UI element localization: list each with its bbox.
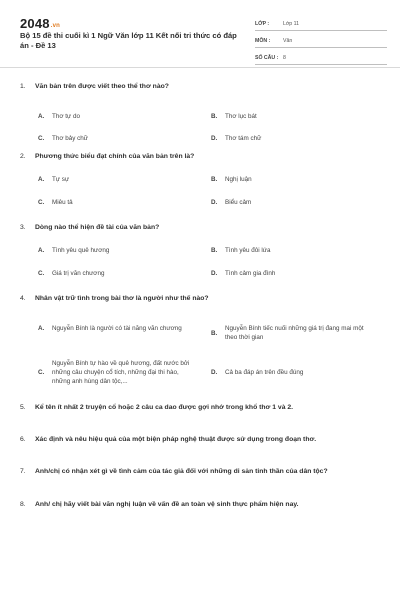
question-text: Anh/chị có nhận xét gì về tình cảm của tác giả đối với những di sản tinh thần của dân tộc? <box>35 468 328 475</box>
question-number: 5. <box>20 404 26 411</box>
question-number: 6. <box>20 436 26 443</box>
question-number: 3. <box>20 224 26 231</box>
question-text: Nhân vật trữ tình trong bài thơ là người như thế nào? <box>35 295 209 302</box>
question-4 <box>20 294 385 385</box>
site-logo[interactable] <box>20 16 60 31</box>
subject-label: MÔN : <box>255 38 271 44</box>
question-number: 4. <box>20 295 26 302</box>
option-c[interactable]: C. Miêu tả <box>38 199 73 206</box>
option-b[interactable]: B. Nguyễn Bính tiếc nuối những giá trị đang mai một theo thời gian <box>211 325 364 341</box>
question-1 <box>20 82 385 142</box>
grade-value: Lớp 11 <box>283 21 299 27</box>
option-d[interactable]: D. Thơ tám chữ <box>211 135 262 142</box>
meta-count-row <box>255 48 387 65</box>
grade-label: LỚP : <box>255 21 270 27</box>
question-text: Anh/ chị hãy viết bài văn nghị luận về vấn đề an toàn vệ sinh thực phẩm hiện nay. <box>35 501 299 508</box>
logo-text: 2048 <box>20 16 50 31</box>
exam-title: Bộ 15 đề thi cuối kì 1 Ngữ Văn lớp 11 Kết nối tri thức có đáp án - Đề 13 <box>20 31 237 50</box>
option-a[interactable]: A. Tình yêu quê hương <box>38 247 110 254</box>
question-number: 7. <box>20 468 26 475</box>
exam-meta <box>255 14 387 65</box>
question-text: Văn bản trên được viết theo thể thơ nào? <box>35 83 169 90</box>
question-number: 8. <box>20 501 26 508</box>
option-a[interactable]: A. Tự sự <box>38 176 70 183</box>
option-d[interactable]: D. Biểu cảm <box>211 199 252 206</box>
option-d[interactable]: D. Cả ba đáp án trên đều đúng <box>211 369 304 376</box>
question-5 <box>20 403 385 412</box>
question-text: Phương thức biểu đạt chính của văn bản trên là? <box>35 153 195 160</box>
logo-suffix: .vn <box>50 23 61 29</box>
question-text: Xác định và nêu hiệu quả của một biện pháp nghệ thuật được sử dụng trong đoạn thơ. <box>35 436 317 443</box>
question-3 <box>20 223 385 277</box>
question-text: Dòng nào thể hiện đề tài của văn bản? <box>35 224 160 231</box>
option-a[interactable]: A. Thơ tự do <box>38 113 80 120</box>
meta-subject-row <box>255 31 387 48</box>
option-c[interactable]: C. Nguyễn Bính tự hào về quê hương, đất nước bởi những câu chuyện cổ tích, những đại thi hào, những anh hùng dân tộc,... <box>38 360 190 385</box>
question-7 <box>20 467 385 476</box>
option-b[interactable]: B. Thơ lục bát <box>211 113 257 120</box>
subject-value: Văn <box>283 38 293 44</box>
option-b[interactable]: B. Nghị luận <box>211 176 252 183</box>
question-number: 2. <box>20 153 26 160</box>
question-6 <box>20 435 385 444</box>
meta-grade-row <box>255 14 387 31</box>
question-2 <box>20 152 385 206</box>
question-text: Kể tên ít nhất 2 truyện cổ hoặc 2 câu ca dao được gợi nhớ trong khổ thơ 1 và 2. <box>35 404 294 411</box>
question-8 <box>20 500 385 509</box>
question-number: 1. <box>20 83 26 90</box>
header-divider <box>0 67 400 68</box>
option-b[interactable]: B. Tình yêu đôi lứa <box>211 247 271 254</box>
option-c[interactable]: C. Giá trị văn chương <box>38 270 105 277</box>
option-d[interactable]: D. Tình cảm gia đình <box>211 270 276 277</box>
question-count-label: SỐ CÂU : <box>255 55 279 61</box>
option-c[interactable]: C. Thơ bảy chữ <box>38 135 88 142</box>
question-count-value: 8 <box>283 55 286 61</box>
option-a[interactable]: A. Nguyễn Bính là người có tài năng văn chương <box>38 325 182 332</box>
